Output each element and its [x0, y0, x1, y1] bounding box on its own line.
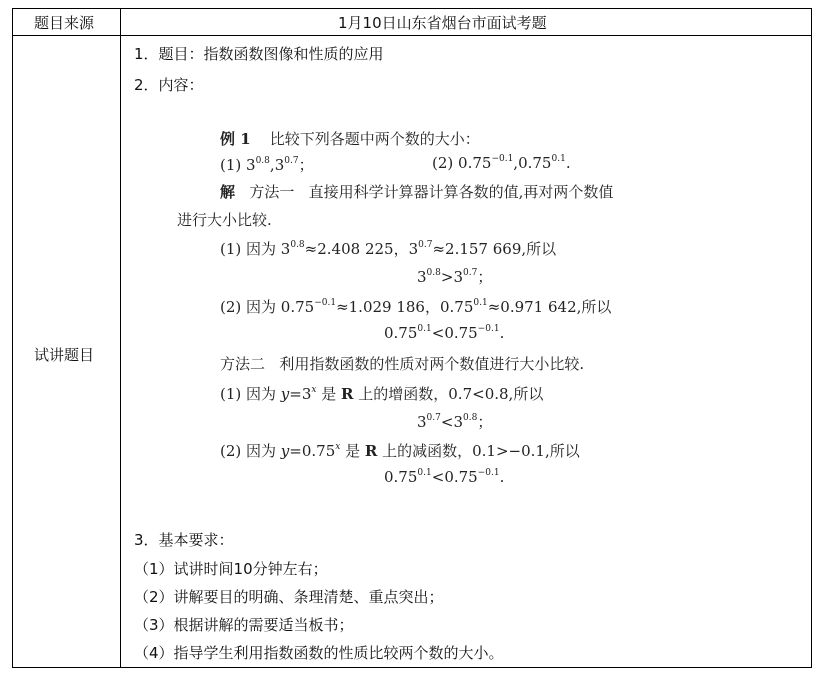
topic-line: 1．题目：指数函数图像和性质的应用 — [134, 45, 384, 63]
s2-res-a-exp: 0.1 — [417, 324, 432, 334]
header-source-label: 题目来源 — [34, 14, 95, 32]
q2-b-base: 0.75 — [518, 154, 552, 172]
step-4-result — [384, 468, 504, 486]
s1-b-base: 3 — [408, 240, 419, 258]
s1-b-val: ≈2.157 669,所以 — [432, 240, 557, 258]
q1-sep: , — [269, 156, 275, 174]
requirement-2: （2）讲解要目的明确、条理清楚、重点突出； — [134, 588, 444, 606]
method-2-title: 方法二 — [220, 355, 266, 373]
side-label: 试讲题目 — [34, 346, 95, 364]
t2-rest: 上的减函数，0.1>−0.1,所以 — [377, 442, 580, 460]
t1-is: 是 — [316, 385, 342, 403]
t2-res-b-exp: −0.1 — [477, 468, 500, 478]
s2-b-val: ≈0.971 642,所以 — [487, 298, 612, 316]
s1-res-b-base: 3 — [453, 268, 463, 286]
t1-y: y — [280, 385, 290, 403]
s2-res-b-base: 0.75 — [444, 324, 478, 342]
t1-res-b-base: 3 — [453, 413, 463, 431]
s1-res-end: ； — [477, 268, 493, 286]
method-1-text: 直接用科学计算器计算各数的值,再对两个数值 — [308, 183, 614, 201]
t1-rest: 上的增函数，0.7<0.8,所以 — [353, 385, 544, 403]
step-2-line — [220, 296, 611, 317]
requirement-3: （3）根据讲解的需要适当板书； — [134, 616, 354, 634]
t1-res-end: ； — [477, 413, 493, 431]
requirements-title: 3．基本要求： — [134, 531, 234, 549]
t2-res-a-exp: 0.1 — [417, 468, 432, 478]
exam-table — [12, 8, 812, 668]
question-1 — [220, 154, 314, 175]
q2-end: . — [565, 154, 571, 172]
method-1-title: 方法一 — [249, 183, 295, 201]
table-border-left — [12, 8, 13, 668]
q2-a-base: 0.75 — [458, 154, 492, 172]
table-border-bottom — [12, 667, 812, 668]
solution-title: 解 — [220, 183, 236, 201]
q2-sep: , — [513, 154, 519, 172]
step-2-result — [384, 324, 504, 342]
content-line: 2．内容： — [134, 76, 204, 94]
s1-res-op: > — [440, 268, 454, 286]
t2-R: R — [364, 442, 378, 460]
step-4-line — [220, 440, 580, 461]
t1-res-a-base: 3 — [417, 413, 427, 431]
s2-a-val: ≈1.029 186， — [336, 298, 440, 316]
s2-a-exp: −0.1 — [314, 298, 337, 308]
s1-res-a-exp: 0.8 — [426, 268, 441, 278]
step-3-line — [220, 383, 543, 404]
table-border-right — [811, 8, 812, 668]
method-1-continued: 进行大小比较. — [177, 211, 272, 229]
t1-eq: =3 — [289, 385, 312, 403]
t2-res-end: . — [499, 468, 505, 486]
q1-a-base: 3 — [246, 156, 256, 174]
q1-a-exp: 0.8 — [255, 156, 270, 166]
s1-a-val: ≈2.408 225， — [304, 240, 409, 258]
example-title: 例 1 — [220, 130, 251, 148]
question-2 — [432, 154, 571, 172]
t2-y: y — [280, 442, 290, 460]
s2-b-exp: 0.1 — [473, 298, 488, 308]
t1-res-b-exp: 0.8 — [463, 413, 478, 423]
s1-res-b-exp: 0.7 — [463, 268, 478, 278]
t2-pre: (2) 因为 — [220, 442, 281, 460]
t2-is: 是 — [340, 442, 365, 460]
example-heading — [220, 128, 480, 149]
q1-b-base: 3 — [274, 156, 285, 174]
q2-a-exp: −0.1 — [491, 154, 514, 164]
t1-R: R — [341, 385, 354, 403]
s1-a-base: 3 — [280, 240, 291, 258]
step-1-line — [220, 238, 556, 259]
example-question: 比较下列各题中两个数的大小： — [269, 130, 480, 148]
s2-res-end: . — [499, 324, 505, 342]
s1-b-exp: 0.7 — [418, 240, 433, 250]
s2-res-op: < — [431, 324, 445, 342]
s2-a-base: 0.75 — [280, 298, 315, 316]
s2-res-b-exp: −0.1 — [477, 324, 500, 334]
requirement-1: （1）试讲时间10分钟左右； — [134, 560, 328, 578]
step-3-result — [417, 411, 492, 432]
t1-res-a-exp: 0.7 — [426, 413, 441, 423]
q2-b-exp: 0.1 — [551, 154, 566, 164]
s2-b-base: 0.75 — [439, 298, 474, 316]
t2-res-op: < — [431, 468, 445, 486]
step-1-result — [417, 266, 492, 287]
s1-res-a-base: 3 — [417, 268, 427, 286]
method-1-line — [220, 181, 613, 202]
header-source-value: 1月10日山东省烟台市面试考题 — [338, 14, 547, 32]
q1-end: ； — [298, 156, 314, 174]
t2-exp: x — [335, 442, 341, 452]
t2-eq: =0.75 — [289, 442, 336, 460]
method-2-line — [220, 353, 584, 374]
t2-res-a-base: 0.75 — [384, 468, 418, 486]
s1-a-exp: 0.8 — [290, 240, 305, 250]
requirement-4: （4）指导学生利用指数函数的性质比较两个数的大小。 — [134, 644, 504, 662]
column-divider — [120, 8, 121, 668]
t2-res-b-base: 0.75 — [444, 468, 478, 486]
method-2-text: 利用指数函数的性质对两个数值进行大小比较. — [279, 355, 585, 373]
q1-b-exp: 0.7 — [284, 156, 299, 166]
t1-pre: (1) 因为 — [220, 385, 281, 403]
s2-pre: (2) 因为 — [220, 298, 281, 316]
q2-label: (2) — [432, 154, 454, 172]
s2-res-a-base: 0.75 — [384, 324, 418, 342]
q1-label: (1) — [220, 156, 242, 174]
header-divider — [12, 35, 812, 36]
t1-res-op: < — [440, 413, 454, 431]
table-border-top — [12, 8, 812, 9]
s1-pre: (1) 因为 — [220, 240, 281, 258]
t1-exp: x — [311, 385, 317, 395]
